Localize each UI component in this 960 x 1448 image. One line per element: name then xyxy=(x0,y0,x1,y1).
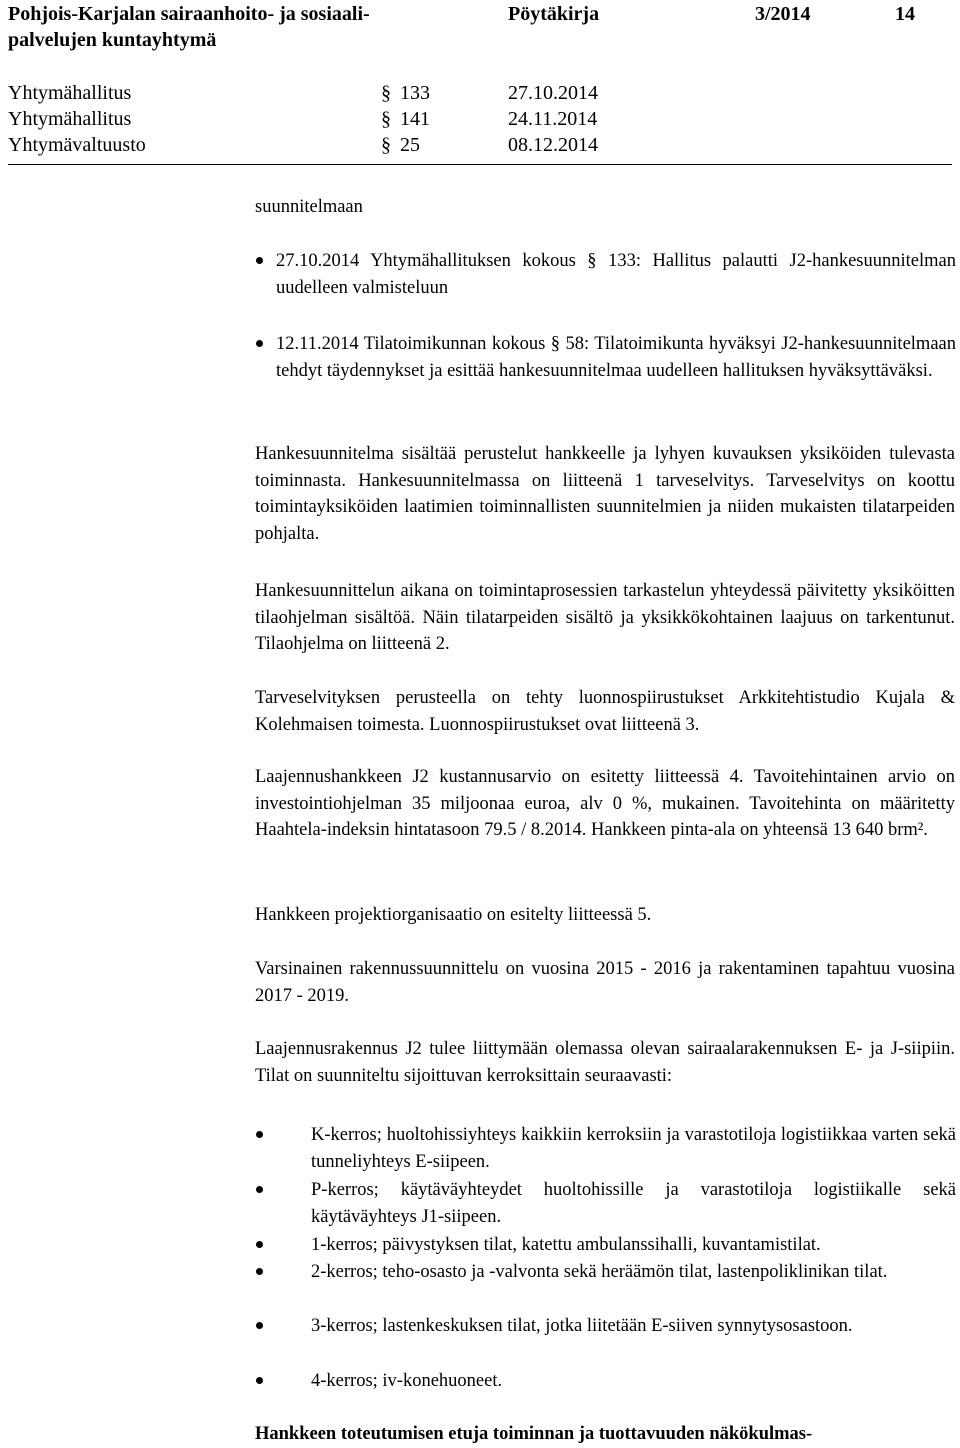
floor-bullet-item: 4-kerros; iv-konehuoneet. xyxy=(311,1371,503,1391)
bullet-icon xyxy=(256,1241,263,1248)
floor-bullet-item: 1-kerros; päivystyksen tilat, katettu ambulanssihalli, kuvantamistilat. xyxy=(311,1235,821,1255)
paragraph-project-organization: Hankkeen projektiorganisaatio on esitelty liitteessä 5. xyxy=(255,905,652,925)
section-sign-icon: § xyxy=(381,82,391,104)
reference-date: 27.10.2014 xyxy=(508,82,598,104)
bullet-icon xyxy=(256,1186,263,1193)
reference-body: Yhtymähallitus xyxy=(8,82,132,104)
floor-bullet-item: 3-kerros; lastenkeskuksen tilat, jotka liitetään E-siiven synnytysosastoon. xyxy=(311,1316,853,1336)
intro-fragment: suunnitelmaan xyxy=(255,197,363,217)
bullet-icon xyxy=(256,1322,263,1329)
bullet-icon xyxy=(256,257,263,264)
reference-number: 133 xyxy=(400,82,430,104)
section-sign-icon: § xyxy=(381,134,391,156)
paragraph-floor-intro: Laajennusrakennus J2 tulee liittymään olemassa olevan sairaalarakennuksen E- ja J-siipiin. Tilat on suunniteltu sijoittuvan kerroksittain seuraavasti: xyxy=(255,1039,955,1086)
bullet-icon xyxy=(256,1268,263,1275)
paragraph-description: Hankesuunnitelma sisältää perustelut hankkeelle ja lyhyen kuvauksen yksiköiden tulevasta toiminnasta. Hankesuunnitelmassa on liitteenä 1 tarveselvitys. Tarveselvitys on koottu toimintayksiköiden laatimien toiminnallisten suunnitelmien ja niiden mukaisten tilatarpeiden pohjalta. xyxy=(255,444,955,544)
document-type: Pöytäkirja xyxy=(508,3,600,25)
organization-name-line2: palvelujen kuntayhtymä xyxy=(8,29,217,51)
paragraph-sketches: Tarveselvityksen perusteella on tehty luonnospiirustukset Arkkitehtistudio Kujala & Kolehmaisen toimesta. Luonnospiirustukset ovat liitteenä 3. xyxy=(255,688,955,735)
floor-bullet-item: 2-kerros; teho-osasto ja -valvonta sekä heräämön tilat, lastenpoliklinikan tilat. xyxy=(311,1262,888,1282)
organization-name-line1: Pohjois-Karjalan sairaanhoito- ja sosiaali- xyxy=(8,3,370,25)
bullet-icon xyxy=(256,1131,263,1138)
reference-body: Yhtymävaltuusto xyxy=(8,134,146,156)
reference-date: 24.11.2014 xyxy=(508,108,598,130)
top-bullet-item: 27.10.2014 Yhtymähallituksen kokous § 133: Hallitus palautti J2-hankesuunnitelman uudelleen valmisteluun xyxy=(276,251,956,298)
header-divider xyxy=(8,164,952,165)
closing-heading: Hankkeen toteutumisen etuja toiminnan ja tuottavuuden näkökulmas- xyxy=(255,1424,813,1444)
floor-bullet-item: P-kerros; käytäväyhteydet huoltohissille ja varastotiloja logistiikalle sekä käytäväyhteys J1-siipeen. xyxy=(311,1180,956,1227)
issue-number: 3/2014 xyxy=(755,3,811,25)
top-bullet-item: 12.11.2014 Tilatoimikunnan kokous § 58: Tilatoimikunta hyväksyi J2-hankesuunnitelmaan tehdyt täydennykset ja esittää hankesuunnitelmaa uudelleen hallituksen hyväksyttäväksi. xyxy=(276,334,956,381)
paragraph-space-program: Hankesuunnittelun aikana on toimintaprosessien tarkastelun yhteydessä päivitetty yksiköitten tilaohjelman sisältöä. Näin tilatarpeiden sisältö ja yksikkökohtainen laajuus on tarkentunut. Tilaohjelma on liitteenä 2. xyxy=(255,581,955,654)
reference-number: 141 xyxy=(400,108,430,130)
reference-number: 25 xyxy=(400,134,420,156)
reference-date: 08.12.2014 xyxy=(508,134,598,156)
section-sign-icon: § xyxy=(381,108,391,130)
reference-body: Yhtymähallitus xyxy=(8,108,132,130)
bullet-icon xyxy=(256,340,263,347)
bullet-icon xyxy=(256,1377,263,1384)
paragraph-cost-estimate: Laajennushankkeen J2 kustannusarvio on esitetty liitteessä 4. Tavoitehintainen arvio on investointiohjelman 35 miljoonaa euroa, alv 0 %, mukainen. Tavoitehinta on määritetty Haahtela-indeksin hintatasoon 79.5 / 8.2014. Hankkeen pinta-ala on yhteensä 13 640 brm². xyxy=(255,767,955,840)
floor-bullet-item: K-kerros; huoltohissiyhteys kaikkiin kerroksiin ja varastotiloja logistiikkaa varten sekä tunneliyhteys E-siipeen. xyxy=(311,1125,956,1172)
paragraph-schedule: Varsinainen rakennussuunnittelu on vuosina 2015 - 2016 ja rakentaminen tapahtuu vuosina 2017 - 2019. xyxy=(255,959,955,1006)
page-number: 14 xyxy=(895,3,915,25)
